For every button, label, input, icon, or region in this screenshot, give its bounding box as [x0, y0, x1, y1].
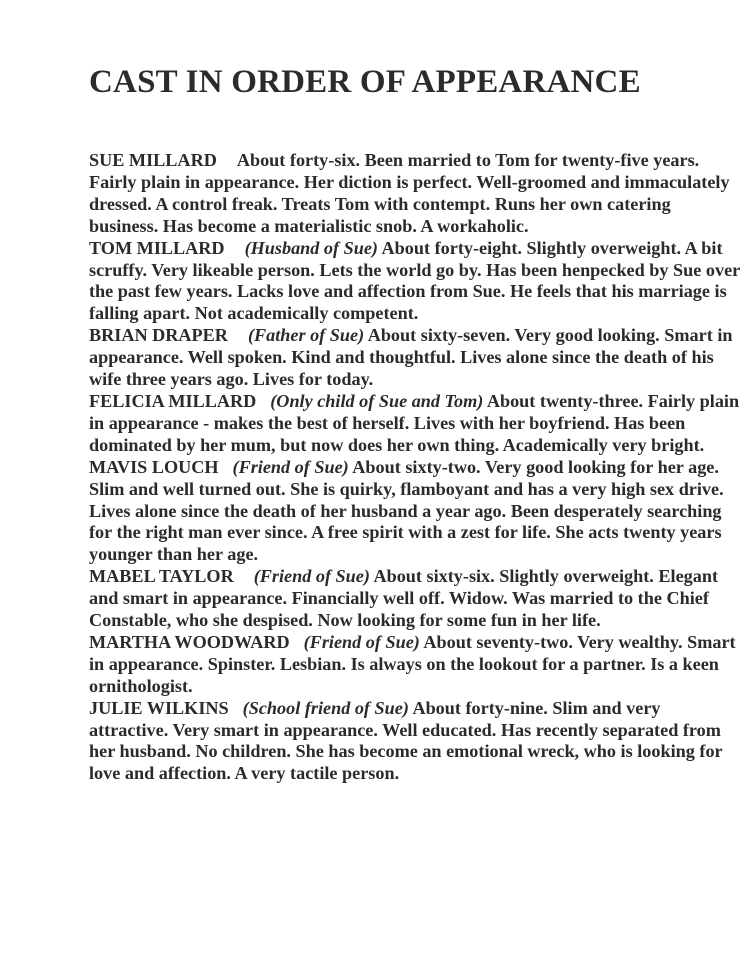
cast-entry-brian-draper [89, 325, 744, 391]
cast-entry-martha-woodward [89, 632, 744, 698]
cast-role: (Friend of Sue) [253, 566, 370, 587]
cast-description: About sixty-seven. Very good looking. Smart in appearance. Well spoken. Kind and thoughtful. Lives alone since the death of his wife three years ago. Lives for today. [89, 325, 733, 390]
cast-role: (Father of Sue) [247, 325, 365, 346]
cast-description: About seventy-two. Very wealthy. Smart in appearance. Spinster. Lesbian. Is always on the lookout for a partner. Is a keen ornithologist. [89, 631, 736, 696]
cast-name: MABEL TAYLOR [89, 566, 234, 587]
cast-entry-mabel-taylor [89, 566, 744, 632]
cast-list [89, 150, 744, 785]
cast-role: (Friend of Sue) [303, 631, 420, 652]
cast-description: About forty-six. Been married to Tom for twenty-five years. Fairly plain in appearance. Her diction is perfect. Well-groomed and immaculately dressed. A control freak. Treats Tom with contempt. Runs her own catering business. Has become a materialistic snob. A workaholic. [89, 150, 730, 236]
cast-entry-mavis-louch [89, 457, 744, 567]
cast-name: MARTHA WOODWARD [89, 631, 290, 652]
cast-role: (School friend of Sue) [242, 697, 409, 718]
cast-description: About sixty-six. Slightly overweight. Elegant and smart in appearance. Financially well off. Widow. Was married to the Chief Constable, who she despised. Now looking for some fun in her life. [89, 566, 719, 631]
cast-name: MAVIS LOUCH [89, 456, 219, 477]
cast-description: About forty-nine. Slim and very attractive. Very smart in appearance. Well educated. Has recently separated from her husband. No children. She has become an emotional wreck, who is looking for love and affection. A very tactile person. [89, 697, 723, 784]
cast-entry-tom-millard [89, 238, 744, 326]
cast-role: (Friend of Sue) [232, 456, 349, 477]
cast-entry-julie-wilkins [89, 698, 744, 786]
cast-name: FELICIA MILLARD [89, 390, 257, 411]
cast-role: (Only child of Sue and Tom) [270, 390, 484, 411]
cast-description: About forty-eight. Slightly overweight. A bit scruffy. Very likeable person. Lets the world go by. Has been henpecked by Sue over the past few years. Lacks love and affection from Sue. He feels that his marriage is falling apart. Not academically competent. [89, 237, 740, 324]
cast-name: BRIAN DRAPER [89, 325, 228, 346]
cast-name: SUE MILLARD [89, 150, 217, 170]
cast-name: JULIE WILKINS [89, 697, 229, 718]
cast-entry-felicia-millard [89, 391, 744, 457]
cast-name: TOM MILLARD [89, 237, 225, 258]
cast-description: About twenty-three. Fairly plain in appearance - makes the best of herself. Lives with her boyfriend. Has been dominated by her mum, but now does her own thing. Academically very bright. [89, 390, 740, 455]
page-title: CAST IN ORDER OF APPEARANCE [89, 64, 641, 100]
cast-entry-sue-millard [89, 150, 744, 238]
cast-role: (Husband of Sue) [244, 237, 378, 258]
cast-description: About sixty-two. Very good looking for her age. Slim and well turned out. She is quirky, flamboyant and has a very high sex drive. Lives alone since the death of her husband a year ago. Been desperately searching for the right man ever since. A free spirit with a zest for life. She acts twenty years younger than her age. [89, 456, 724, 565]
